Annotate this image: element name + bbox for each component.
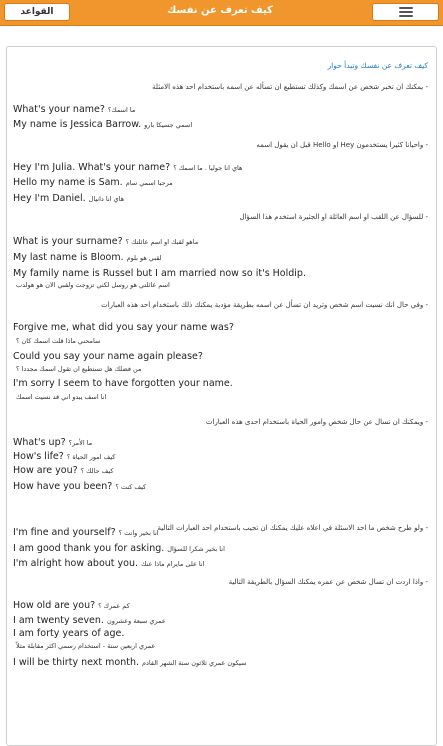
phrase-line bbox=[13, 236, 198, 250]
phrase-line bbox=[13, 437, 92, 451]
phrase-line bbox=[13, 193, 124, 207]
arabic-translation: انا اسف يبدو اني قد نسيت اسمك bbox=[16, 393, 107, 401]
english-phrase: Hello my name is Sam. bbox=[13, 177, 123, 188]
arabic-translation: سامحني ماذا قلت اسمك كان ؟ bbox=[16, 337, 101, 345]
english-phrase: Hey I'm Daniel. bbox=[13, 193, 86, 204]
section-intro: - يمكنك ان تخبر شخص عن اسمك وكذلك تستطيع ان تسأله عن اسمه باستخدام احد هذه الامثلة bbox=[152, 83, 428, 91]
english-phrase: My last name is Bloom. bbox=[13, 252, 124, 263]
top-bar bbox=[0, 0, 443, 26]
phrase-line bbox=[13, 281, 170, 295]
phrase-line bbox=[13, 378, 233, 392]
english-phrase: I'm fine and yourself? bbox=[13, 527, 116, 538]
phrase-line bbox=[13, 393, 106, 407]
arabic-translation: اسمي جسيكا بارو bbox=[144, 121, 193, 129]
phrase-line bbox=[13, 177, 173, 191]
phrase-line bbox=[13, 628, 124, 642]
arabic-translation: كيف حالك ؟ bbox=[80, 467, 114, 475]
english-phrase: What's your name? bbox=[13, 104, 105, 115]
phrase-line bbox=[13, 104, 135, 118]
section-intro: - وفي حال انك نسيت اسم شخص وتريد ان تسأل عن اسمه بطريقة مؤدبة يمكنك ذلك باستخدام احد هذه العبارات bbox=[101, 301, 428, 309]
phrase-line bbox=[13, 543, 225, 557]
phrase-line bbox=[13, 657, 246, 671]
phrase-line bbox=[13, 268, 306, 282]
english-phrase: I'm alright how about you. bbox=[13, 558, 139, 569]
phrase-line bbox=[13, 642, 155, 656]
english-phrase: I will be thirty next month. bbox=[13, 657, 140, 668]
phrase-line bbox=[13, 351, 203, 365]
english-phrase: I am forty years of age. bbox=[13, 628, 125, 639]
phrase-line bbox=[13, 162, 242, 176]
arabic-translation: عمري سبعة وعشرون bbox=[106, 617, 166, 625]
phrase-line bbox=[13, 527, 159, 541]
english-phrase: My name is Jessica Barrow. bbox=[13, 119, 142, 130]
section-intro: - للسؤال عن اللقب او اسم العائلة او الجثيرة استخدم هذا السؤال bbox=[239, 213, 428, 221]
english-phrase: I am good thank you for asking. bbox=[13, 543, 165, 554]
phrase-line bbox=[13, 365, 142, 379]
phrase-line bbox=[13, 252, 162, 266]
section-intro: - واذا اردت ان تسال شخص عن عمره يمكنك السؤال بالطريقة التالية bbox=[228, 578, 428, 586]
english-phrase: How are you? bbox=[13, 465, 78, 476]
arabic-translation: كم عمرك ؟ bbox=[98, 602, 130, 610]
arabic-translation: لقبي هو بلوم bbox=[126, 254, 162, 262]
arabic-translation: ماهو لقبك او اسم عائلتك ؟ bbox=[125, 238, 199, 246]
arabic-translation: سيكون عمري ثلاثون سنة الشهر القادم bbox=[142, 659, 247, 667]
arabic-translation: انا بخير وانت ؟ bbox=[118, 529, 159, 537]
section-intro: - ولو طرح شخص ما احد الاسئلة في اعلاه عليك يمكنك ان تجيب باستخدام احد العبارات التالية bbox=[157, 524, 428, 532]
english-phrase: Could you say your name again please? bbox=[13, 351, 203, 362]
arabic-translation: عمري اربعين سنة - استخدام رسمي اكثر مقابلة مثلاً bbox=[16, 642, 156, 650]
phrase-line bbox=[13, 451, 115, 465]
section-intro: - ويمكنك ان تسال عن حال شخص وامور الحياة باستخدام احدى هذه العبارات bbox=[205, 418, 428, 426]
english-phrase: What is your surname? bbox=[13, 236, 123, 247]
phrase-line bbox=[13, 615, 166, 629]
phrase-line bbox=[13, 119, 192, 133]
arabic-translation: انا على مايرام ماذا عنك bbox=[141, 560, 205, 568]
arabic-translation: هاي انا جوليا . ما اسمك ؟ bbox=[173, 164, 243, 172]
arabic-translation: ما الأمر؟ bbox=[68, 439, 93, 447]
hamburger-icon bbox=[399, 7, 413, 17]
phrase-line bbox=[13, 337, 100, 351]
phrase-line bbox=[13, 600, 130, 614]
page-title: كيف تعرف عن نفسك bbox=[167, 5, 273, 16]
content-card bbox=[6, 46, 437, 746]
arabic-translation: اسم عائلتي هو روسل لكني تزوجت ولقبي الان هو هولدب bbox=[16, 281, 170, 289]
section-intro: - واحيانا كثيرا يستخدمون Hey او Hello قبل ان يقول اسمه bbox=[256, 141, 428, 149]
english-phrase: How old are you? bbox=[13, 600, 96, 611]
section-heading: كيف تعرف عن نفسك وتبدأ حوار bbox=[327, 61, 428, 70]
arabic-translation: كيف كنت ؟ bbox=[115, 483, 147, 491]
phrase-line bbox=[13, 322, 234, 336]
rules-button[interactable] bbox=[4, 3, 70, 21]
arabic-translation: من فضلك هل تستطيع ان تقول اسمك مجددا ؟ bbox=[16, 365, 142, 373]
phrase-line bbox=[13, 558, 205, 572]
rules-button-label: القواعد bbox=[20, 7, 54, 17]
english-phrase: How's life? bbox=[13, 451, 64, 462]
arabic-translation: هاي انا دانيال bbox=[88, 195, 125, 203]
english-phrase: I'm sorry I seem to have forgotten your name. bbox=[13, 378, 233, 389]
english-phrase: How have you been? bbox=[13, 481, 113, 492]
arabic-translation: ما اسمك؟ bbox=[107, 106, 136, 114]
phrase-line bbox=[13, 481, 146, 495]
menu-button[interactable] bbox=[372, 3, 439, 21]
english-phrase: I am twenty seven. bbox=[13, 615, 104, 626]
phrase-line bbox=[13, 465, 113, 479]
arabic-translation: مرحبا اسمي سام bbox=[125, 179, 173, 187]
english-phrase: What's up? bbox=[13, 437, 66, 448]
arabic-translation: انا بخير شكرا للسؤال bbox=[167, 545, 225, 553]
english-phrase: My family name is Russel but I am married now so it's Holdip. bbox=[13, 268, 306, 279]
english-phrase: Hey I'm Julia. What's your name? bbox=[13, 162, 171, 173]
arabic-translation: كيف امور الحياة ؟ bbox=[66, 453, 116, 461]
english-phrase: Forgive me, what did you say your name was? bbox=[13, 322, 234, 333]
